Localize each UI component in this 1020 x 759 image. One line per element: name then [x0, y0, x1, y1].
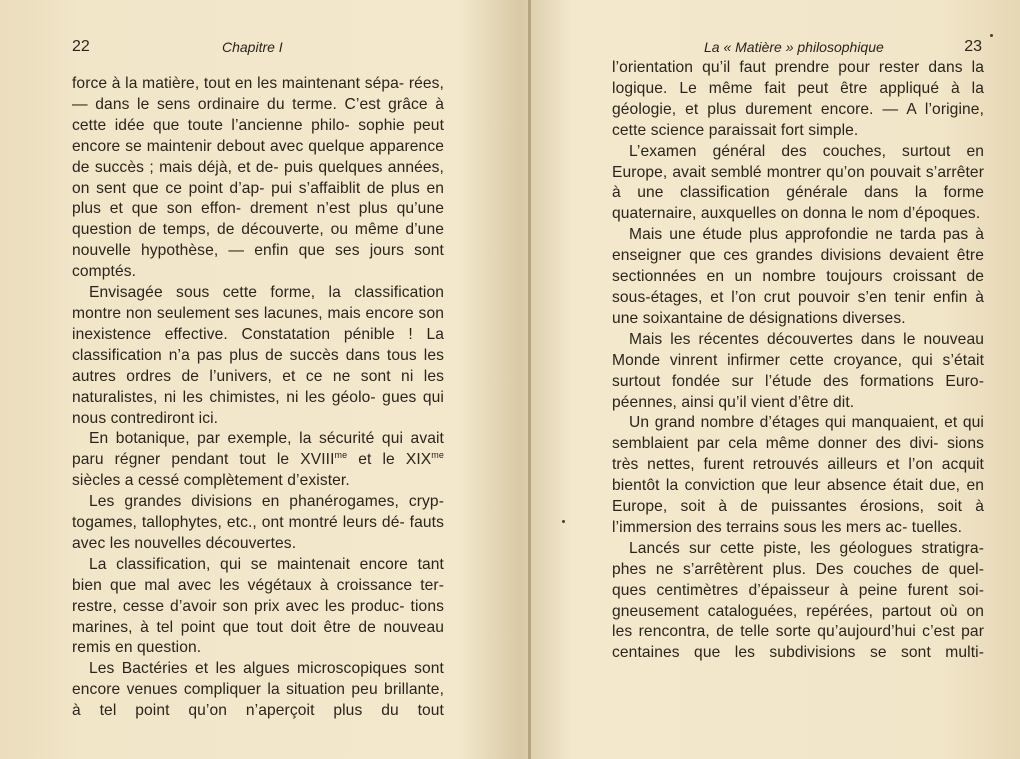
page-text — [72, 74, 444, 722]
left-page — [72, 34, 444, 722]
right-page — [612, 34, 984, 664]
running-header: La « Matière » philosophique — [704, 39, 884, 55]
page-number: 22 — [72, 38, 90, 55]
paragraph: L’examen général des couches, surtout en Europe, avait semblé montrer qu’on pouvait s’arrêter à une classification générale dans la forme quaternaire, auxquelles on donna le nom d’époques. — [612, 142, 984, 223]
paragraph: Les grandes divisions en phanérogames, cryp- togames, tallophytes, etc., ont montré leurs dé- fauts avec les nouvelles découvertes. — [72, 493, 444, 552]
running-header: Chapitre I — [222, 39, 283, 55]
page-number: 23 — [964, 38, 982, 55]
paragraph: La classification, qui se maintenait encore tant bien que mal avec les végétaux à croissance ter- restre, cesse d’avoir son prix avec les produc- tions marines, à tel point que tout doit être de nouveau remis en question. — [72, 555, 444, 657]
left-page-header — [72, 34, 444, 62]
paragraph: Lancés sur cette piste, les géologues stratigra- phes ne s’arrêtèrent plus. Des couches de quel- ques centimètres d’épaisseur à peine furent soi- gneusement cataloguées, repérées, partout où on les rencontra, de telle sorte qu’aujourd’hui c’est par centaines que les subdivisions se sont multi- — [612, 539, 984, 662]
paper-speck — [990, 34, 993, 37]
paragraph: Un grand nombre d’étages qui manquaient, et qui semblaient par cela même donner des divi- sions très nettes, furent retrouvés ailleurs et l’on acquit bientôt la conviction que leur absence était due, en Europe, soit à de puissantes érosions, soit à l’immersion des terrains sous les mers ac- tuelles. — [612, 414, 984, 536]
paragraph: Mais les récentes découvertes dans le nouveau Monde vinrent infirmer cette croyance, qui s’était surtout fondée sur l’étude des formations Euro- péennes, ainsi qu’il vient d’être dit. — [612, 330, 984, 411]
paragraph: Mais une étude plus approfondie ne tarda pas à enseigner que ces grandes divisions devaient être sectionnées en un nombre toujours croissant de sous-étages, et l’on crut pouvoir s’en tenir enfin à une soixantaine de désignations diverses. — [612, 226, 984, 327]
right-page-header — [612, 34, 984, 62]
paragraph: Envisagée sous cette forme, la classification montre non seulement ses lacunes, mais encore son inexistence effective. Constatation pénible ! La classification n’a pas plus de succès dans tous les autres ordres de l’univers, et ce ne sont ni les naturalistes, ni les chimistes, ni les géolo- gues qui nous contrediront ici. — [72, 284, 444, 427]
paragraph: force à la matière, tout en les maintenant sépa- rées, — dans le sens ordinaire du terme. C’est grâce à cette idée que toute l’ancienne philo- sophie peut encore se maintenir debout avec quelque apparence de succès ; mais déjà, et de- puis quelques années, on sent que ce point d’ap- pui s’affaiblit de plus en plus et que son effon- drement n’est plus qu’une question de temps, de découverte, ou même d’une nouvelle hypothèse, — enfin que ses jours sont comptés. — [72, 75, 444, 281]
book-gutter — [528, 0, 531, 759]
paragraph: l’orientation qu’il faut prendre pour rester dans la logique. Le même fait peut être appliqué à la géologie, et plus durement encore. — A l’origine, cette science paraissait fort simple. — [612, 59, 984, 139]
paragraph: Les Bactéries et les algues microscopiques sont encore venues compliquer la situation peu brillante, à tel point qu’on n’aperçoit plus du tout — [72, 660, 444, 720]
paragraph: En botanique, par exemple, la sécurité qui avait paru régner pendant tout le $XVIII^{me}$ et le $XIX^{me}$ siècles a cessé complètement d’exister. — [72, 430, 444, 490]
paper-speck — [562, 520, 565, 523]
page-text — [612, 58, 984, 664]
